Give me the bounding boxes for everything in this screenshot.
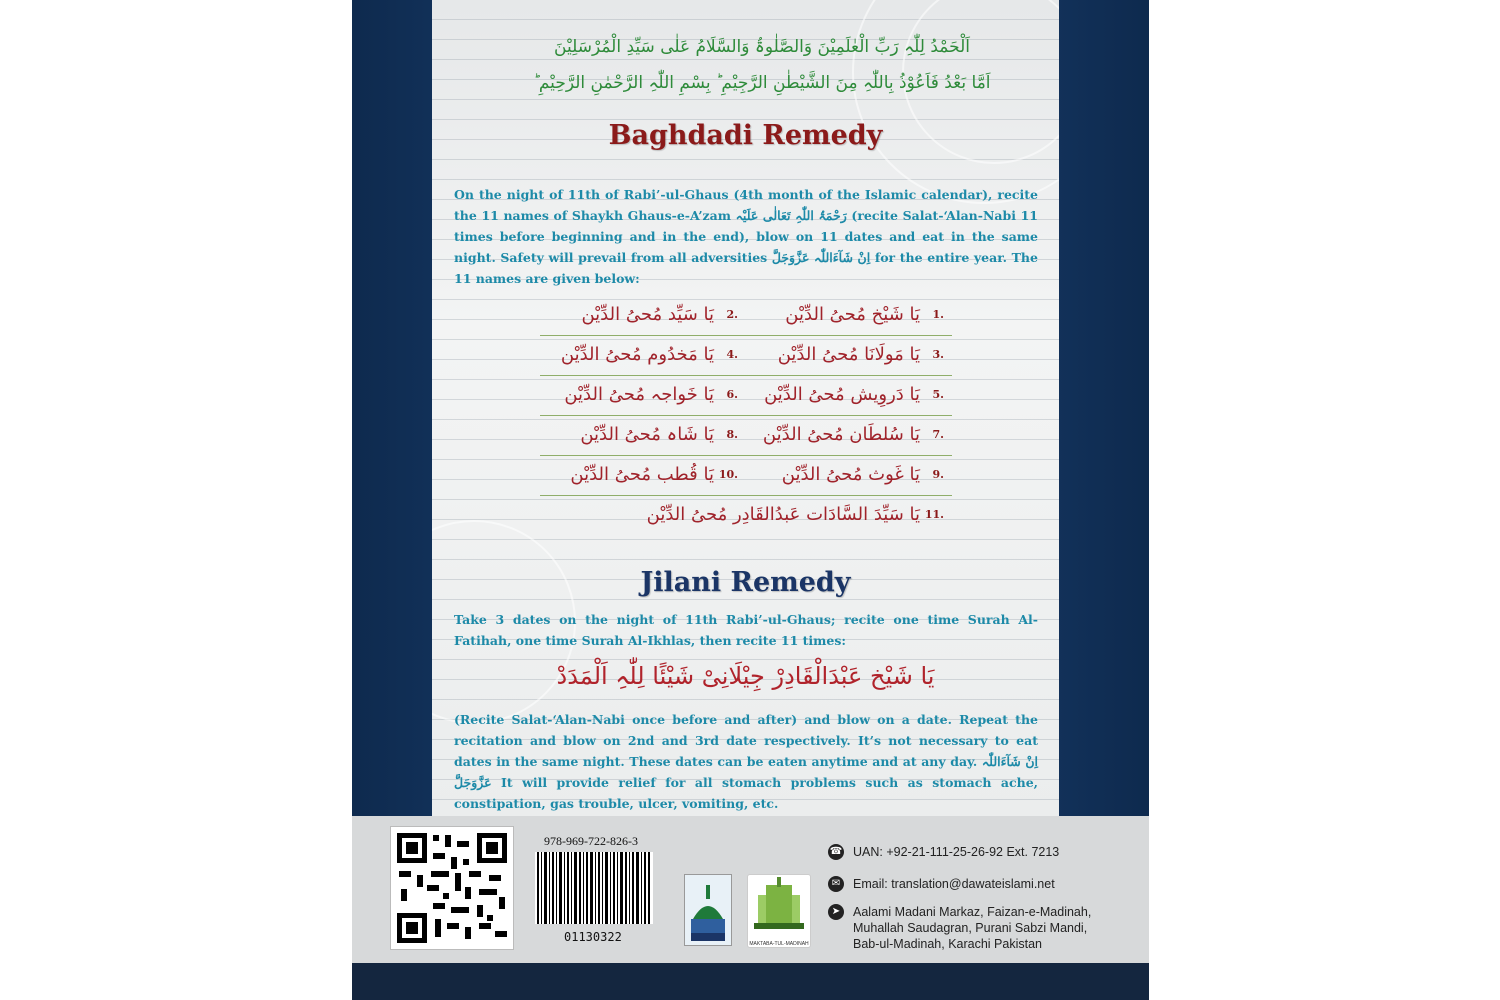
name-entry: [746, 344, 952, 372]
name-text: یَا خَواجہ مُحیُ الدِّیْن: [564, 384, 714, 405]
phone-icon: ☎: [828, 844, 844, 860]
name-entry: [540, 344, 746, 372]
jilani-dua: یَا شَیْخ عَبْدَالْقَادِرْ جِیْلَانِیْ شَیْئًا لِلّٰہِ اَلْمَدَدْ: [556, 662, 935, 690]
name-text: یَا سَیِّد مُحیُ الدِّیْن: [581, 304, 714, 325]
madani-channel-logo: [684, 874, 732, 946]
baghdadi-instructions: On the night of 11th of Rabi’-ul-Ghaus (4th month of the Islamic calendar), recite the 11 names of Shaykh Ghaus-e-A’zam رَحْمَۃُ اللّٰہِ تَعَالٰی عَلَیْہ (recite Salat-‘Alan-Nabi 11 times before beginning and in the end), blow on 11 dates and eat in the same night. Safety will prevail from all adversities اِنْ شَآءَاللّٰہ عَزَّوَجَلَّ for the entire year. The 11 names are given below:: [454, 187, 1038, 286]
name-number: 7.: [932, 428, 944, 441]
name-entry: [540, 384, 746, 412]
name-text: یَا شَیْخ مُحیُ الدِّیْن: [785, 304, 920, 325]
isbn-number: 978-969-722-826-3: [544, 834, 638, 848]
name-number: 11.: [924, 508, 944, 521]
names-row: [540, 296, 952, 336]
barcode-number: 01130322: [564, 930, 622, 944]
book-back-cover: [352, 0, 1149, 1000]
name-number: 2.: [726, 308, 738, 321]
names-row: [540, 416, 952, 456]
name-text: یَا غَوث مُحیُ الدِّیْن: [781, 464, 920, 485]
names-row: [540, 376, 952, 416]
location-arrow-icon: ➤: [828, 904, 844, 920]
name-number: 8.: [726, 428, 738, 441]
names-row: [540, 336, 952, 376]
name-entry: [746, 384, 952, 412]
envelope-icon: ✉: [828, 876, 844, 892]
name-entry: [540, 424, 746, 452]
qr-code[interactable]: [390, 826, 514, 950]
name-number: 5.: [932, 388, 944, 401]
name-entry: [540, 504, 952, 532]
name-text: یَا سَیِّدَ السَّادَات عَبدُالقَادِر مُحیُ الدِّیْن: [646, 504, 920, 525]
names-row: [540, 456, 952, 496]
address-line: Bab-ul-Madinah, Karachi Pakistan: [853, 937, 1042, 951]
barcode: [535, 852, 653, 924]
name-number: 6.: [726, 388, 738, 401]
email-text[interactable]: Email: translation@dawateislami.net: [853, 877, 1055, 891]
name-text: یَا سُلطَان مُحیُ الدِّیْن: [762, 424, 920, 445]
baghdadi-remedy-title: Baghdadi Remedy: [608, 120, 883, 151]
name-number: 4.: [726, 348, 738, 361]
jilani-followup: (Recite Salat-‘Alan-Nabi once before and after) and blow on a date. Repeat the recitation and blow on 2nd and 3rd date respectively. It’s not necessary to eat dates in the same night. These dates can be eaten anytime and at any day. اِنْ شَآءَاللّٰہ عَزَّوَجَلَّ It will provide relief for all stomach problems such as stomach ache, constipation, gas trouble, ulcer, vomiting, etc.: [454, 712, 1038, 811]
name-text: یَا شَاہ مُحیُ الدِّیْن: [580, 424, 714, 445]
name-number: 1.: [932, 308, 944, 321]
name-text: یَا مَولَانَا مُحیُ الدِّیْن: [777, 344, 920, 365]
name-number: 3.: [932, 348, 944, 361]
name-text: یَا دَروِیش مُحیُ الدِّیْن: [764, 384, 920, 405]
jilani-remedy-title: Jilani Remedy: [640, 567, 851, 598]
name-number: 10.: [718, 468, 738, 481]
address-line: Aalami Madani Markaz, Faizan-e-Madinah,: [853, 905, 1092, 919]
maktaba-tul-madinah-logo: [747, 874, 811, 948]
name-entry: [540, 304, 746, 332]
name-entry: [746, 424, 952, 452]
name-entry: [746, 304, 952, 332]
name-number: 9.: [932, 468, 944, 481]
name-text: یَا مَخدُوم مُحیُ الدِّیْن: [560, 344, 714, 365]
bottom-strip: [352, 963, 1149, 1000]
name-entry: [746, 464, 952, 492]
phone-text: UAN: +92-21-111-25-26-92 Ext. 7213: [853, 845, 1060, 859]
name-text: یَا قُطب مُحیُ الدِّیْن: [570, 464, 714, 485]
opening-duaa-line-1: اَلْحَمْدُ لِلّٰہِ رَبِّ الْعٰلَمِیْنَ وَالصَّلٰوۃُ وَالسَّلَامُ عَلٰی سَیِّدِ الْمُرْسَلِیْنَ: [554, 37, 970, 57]
opening-duaa-line-2: اَمَّا بَعْدُ فَاَعُوْذُ بِاللّٰہِ مِنَ الشَّیْطٰنِ الرَّجِیْمِ ؕ بِسْمِ اللّٰہِ الرَّحْمٰنِ الرَّحِیْمِ ؕ: [533, 73, 991, 93]
logo-caption: MAKTABA-TUL-MADINAH: [749, 941, 809, 947]
address-line: Muhallah Saudagran, Purani Sabzi Mandi,: [853, 921, 1088, 935]
jilani-instructions: Take 3 dates on the night of 11th Rabi’-ul-Ghaus; recite one time Surah Al-Fatihah, one time Surah Al-Ikhlas, then recite 11 times:: [454, 612, 1038, 648]
names-row-last: [540, 496, 952, 536]
cover-footer: [352, 816, 1149, 963]
name-entry: [540, 464, 746, 492]
content-panel: [432, 0, 1059, 816]
eleven-names-table: [540, 296, 952, 536]
